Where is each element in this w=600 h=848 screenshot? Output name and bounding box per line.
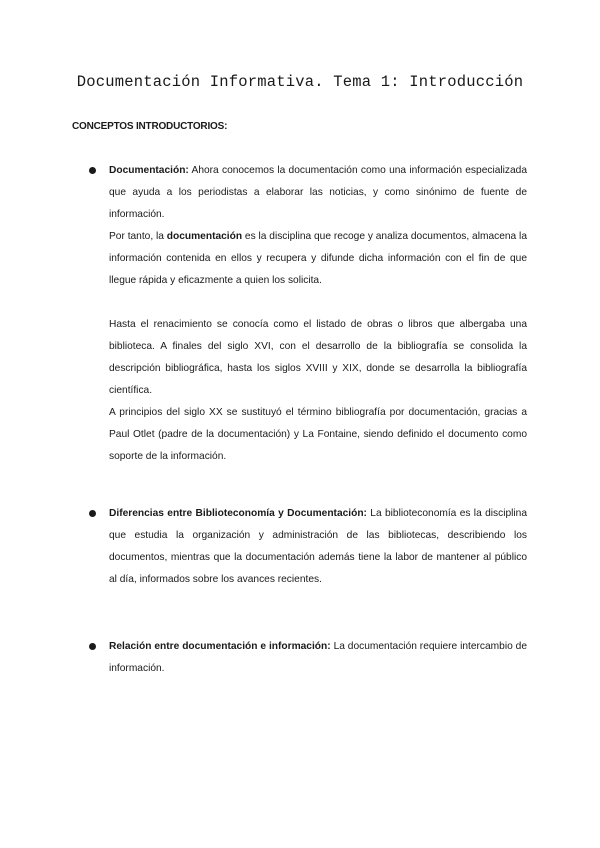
paragraph-text: La documentación requiere intercambio de información. xyxy=(109,641,527,674)
bullet-diferencias xyxy=(109,503,527,591)
paragraph-text: es la disciplina que recoge y analiza documentos, almacena la información contenida en ellos y recupera y difunde dicha información con el fin de que llegue rápida y eficazmente a quien los solicita. xyxy=(109,231,527,286)
paragraph-text: Ahora conocemos la documentación como una información especializada que ayuda a los periodistas a elaborar las noticias, y como sinónimo de fuente de información. xyxy=(109,165,527,220)
bold-term: documentación xyxy=(166,231,243,242)
term-label: Documentación: xyxy=(109,165,189,176)
section-heading: CONCEPTOS INTRODUCTORIOS: xyxy=(72,121,228,132)
paragraph-text: Por tanto, la xyxy=(109,231,167,242)
bullet-documentacion xyxy=(109,160,527,468)
term-label: Diferencias entre Biblioteconomía y Documentación: xyxy=(109,508,367,519)
paragraph-disciplina xyxy=(109,226,527,292)
bullet-point-icon xyxy=(89,167,96,174)
bullet-point-icon xyxy=(89,510,96,517)
paragraph-definition xyxy=(109,160,527,226)
bullet-point-icon xyxy=(89,643,96,650)
paragraph-text: La biblioteconomía es la disciplina que estudia la organización y administración de las bibliotecas, describiendo los documentos, mientras que la documentación además tiene la labor de mantener al público al día, informados sobre los avances recientes. xyxy=(109,508,527,585)
document-title: Documentación Informativa. Tema 1: Introducción xyxy=(76,73,524,91)
paragraph-renacimiento: Hasta el renacimiento se conocía como el listado de obras o libros que albergaba una biblioteca. A finales del siglo XVI, con el desarrollo de la bibliografía se consolida la descripción bibliográfica, hasta los siglos XVIII y XIX, donde se desarrolla la bibliografía científica. xyxy=(109,319,527,396)
paragraph-siglo-xx: A principios del siglo XX se sustituyó el término bibliografía por documentación, gracias a Paul Otlet (padre de la documentación) y La Fontaine, siendo definido el documento como soporte de la información. xyxy=(109,407,527,462)
bullet-relacion xyxy=(109,636,527,680)
paragraph-spacer xyxy=(109,292,527,314)
term-label: Relación entre documentación e información: xyxy=(109,641,331,652)
paragraph-relacion xyxy=(109,636,527,680)
paragraph-diferencias xyxy=(109,503,527,591)
